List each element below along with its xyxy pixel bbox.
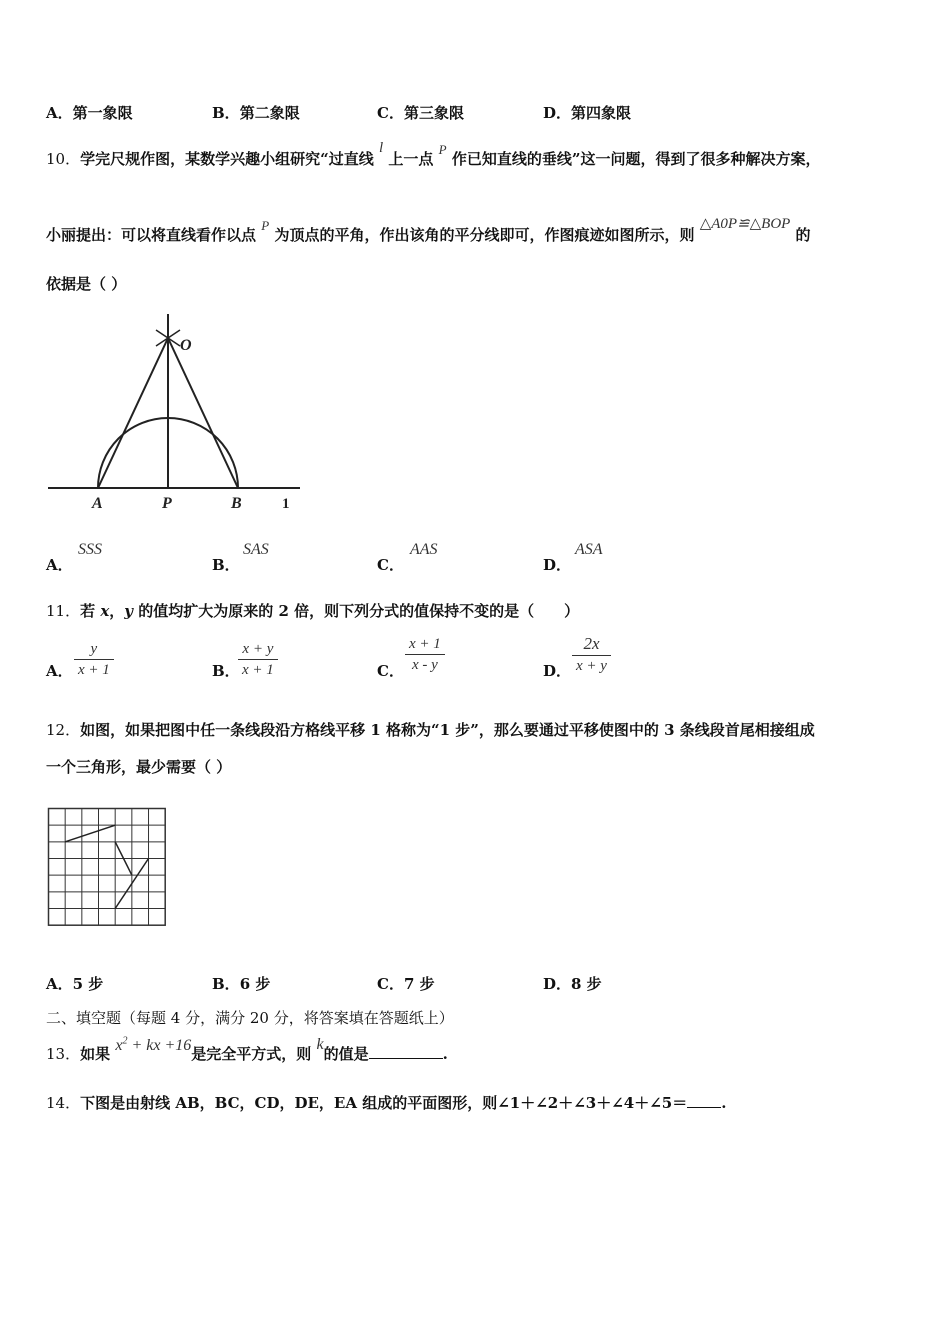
q11-option-d-fraction: $\frac{2x}{x + y}$ <box>572 634 611 675</box>
q10-label-a: A <box>92 495 103 512</box>
q10-option-c: C． <box>377 556 404 574</box>
q10-label-line: 1 <box>282 496 290 512</box>
section-2-title: 二、填空题（每题 4 分，满分 20 分，将答案填在答题纸上） <box>46 1009 454 1027</box>
q10-option-d: D． <box>543 556 572 574</box>
q13-stem: 13．如果 $x^2$ + kx +16是完全平方式，则 k的值是 . <box>46 1035 448 1063</box>
q13-symbol-k: k <box>316 1036 324 1053</box>
q12-grid-figure <box>46 806 170 930</box>
q9-option-d: D．第四象限 <box>543 104 632 122</box>
q10-label-o: O <box>180 337 192 354</box>
q10-line-2: 小丽提出：可以将直线看作以点 P 为顶点的平角，作出该角的平分线即可，作图痕迹如图所示，则 △A0P≌△BOP 的 <box>46 216 811 244</box>
q12-segment-1 <box>65 825 115 842</box>
q10-label-b: B <box>231 495 242 512</box>
q10-figure <box>44 310 304 516</box>
q11-option-a: A． <box>46 662 73 680</box>
q12-option-d: D．8 步 <box>543 975 602 993</box>
q11-option-c-fraction: $\frac{x + 1}{x - y}$ <box>405 636 445 674</box>
q10-option-b: B． <box>212 556 240 574</box>
q10-option-d-text: ASA <box>575 541 603 558</box>
q9-option-b: B．第二象限 <box>212 104 300 122</box>
q11-option-b-fraction: $\frac{x + y}{x + 1}$ <box>238 641 278 679</box>
q9-option-c: C．第三象限 <box>377 104 464 122</box>
q10-symbol-p2: P <box>261 218 270 233</box>
q10-line-1: 10．学完尺规作图，某数学兴趣小组研究“过直线 l 上一点 P 作已知直线的垂线”这一问题，得到了很多种解决方案， <box>46 140 821 168</box>
q10-label-p: P <box>162 495 172 512</box>
q10-option-c-text: AAS <box>410 541 438 558</box>
q13-answer-blank[interactable] <box>369 1058 443 1059</box>
q10-symbol-p: P <box>438 142 447 157</box>
q11-option-d: D． <box>543 662 572 680</box>
q10-symbol-l: l <box>378 140 384 156</box>
q10-line-3: 依据是（ ） <box>46 275 127 293</box>
q12-line-2: 一个三角形，最少需要（ ） <box>46 758 232 776</box>
q12-option-c: C．7 步 <box>377 975 435 993</box>
q10-segment-ao <box>98 338 168 488</box>
q10-segment-bo <box>168 338 238 488</box>
q12-option-b: B．6 步 <box>212 975 271 993</box>
q12-option-a: A．5 步 <box>46 975 104 993</box>
q10-option-a-text: SSS <box>78 541 102 558</box>
q12-grid <box>49 809 166 926</box>
q10-option-a: A． <box>46 556 73 574</box>
q10-congruence: △A0P≌△BOP <box>699 216 791 232</box>
q13-expression: $x^2$ + kx +16 <box>115 1035 192 1054</box>
q9-option-a: A．第一象限 <box>46 104 133 122</box>
q14-answer-blank[interactable] <box>687 1107 721 1108</box>
q11-stem: 11．若 x，y 的值均扩大为原来的 2 倍，则下列分式的值保持不变的是（ ） <box>46 602 580 620</box>
q14-stem: 14．下图是由射线 AB，BC，CD，DE，EA 组成的平面图形，则∠1＋∠2＋∠3＋∠4＋∠5＝ . <box>46 1094 727 1112</box>
q12-line-1: 12．如图，如果把图中任一条线段沿方格线平移 1 格称为“1 步”，那么要通过平移使图中的 3 条线段首尾相接组成 <box>46 721 815 739</box>
q11-option-c: C． <box>377 662 404 680</box>
q11-option-a-fraction: $\frac{y}{x + 1}$ <box>74 641 114 679</box>
q11-option-b: B． <box>212 662 240 680</box>
q10-option-b-text: SAS <box>243 541 269 558</box>
